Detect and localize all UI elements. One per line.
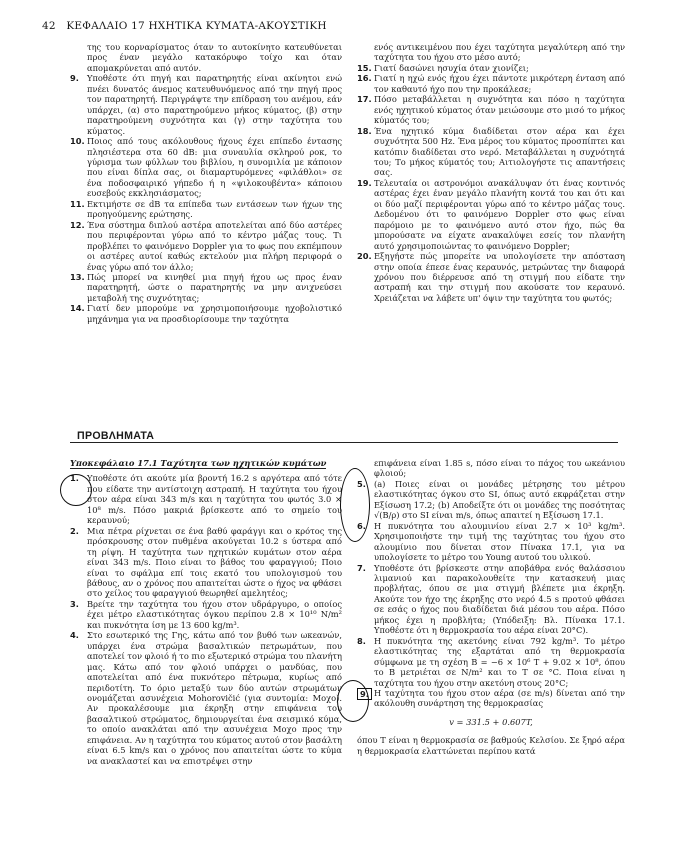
item-2 bbox=[70, 526, 342, 599]
hand-circle-problem-1 bbox=[60, 474, 92, 506]
item-number: 10. bbox=[70, 136, 85, 147]
problems-heading: ΠΡΟΒΛΗΜΑΤΑ bbox=[77, 430, 155, 442]
item-number: 17. bbox=[357, 94, 372, 105]
item-17 bbox=[357, 94, 625, 125]
problems-right-column bbox=[357, 458, 625, 756]
item-text: Υποθέστε ότι βρίσκεστε στην αποβάθρα ενός θαλάσσιου λιμανιού και παρακολουθείτε την κατασκευή μιας προβλήτας, όπου σε μια στιγμή βλέπετε μια έκρηξη. Ακούτε τον ήχο της έκρηξης στο νερό 4.5 s προτού φθάσει σε εσάς ο ήχος που διαδίδεται διά μέσου του αέρα. Πόσο μήκος έχει η προβλήτα; (Υπόδειξη: Βλ. Πίνακα 17.1. Υποθέστε ότι η θερμοκρασία του αέρα είναι 20°C). bbox=[374, 562, 625, 636]
item-6 bbox=[357, 521, 625, 563]
item-3 bbox=[70, 599, 342, 630]
item-number: 3. bbox=[70, 598, 79, 609]
item-continued bbox=[70, 42, 342, 73]
item-number: 19. bbox=[357, 177, 372, 188]
item-text: Τελευταία οι αστρονόμοι ανακάλυψαν ότι ένας κοντινός αστέρας έχει έναν μεγάλο πλανήτη κοντά του και ότι και οι δύο μαζί περιφέρονται γύρω από το κέντρο μάζας τους. Δεδομένου ότι το φαινόμενο Doppler στο φως είναι παρόμοιο με το φαινόμενο αυτό στον ήχο, πώς θα μπορούσατε να είχατε ανακαλύψει εσείς τον πλανήτη αυτό χρησιμοποιώντας το φαινόμενο Doppler; bbox=[374, 177, 625, 251]
item-text: Γιατί η ηχώ ενός ήχου έχει πάντοτε μικρότερη ένταση από τον καθαυτό ήχο που την προκάλεσε; bbox=[374, 73, 625, 94]
item-13 bbox=[70, 272, 342, 303]
item-text: Η ταχύτητα του ήχου στον αέρα (σε m/s) δίνεται από την ακόλουθη συνάρτηση της θερμοκρασίας bbox=[374, 687, 625, 709]
item-15 bbox=[357, 63, 625, 73]
item-9 bbox=[70, 73, 342, 136]
item-7 bbox=[357, 563, 625, 636]
item-16 bbox=[357, 73, 625, 94]
item-number: 6. bbox=[357, 520, 366, 531]
item-text: Βρείτε την ταχύτητα του ήχου στον υδράργυρο, ο οποίος έχει μέτρο ελαστικότητας όγκου περίπου 2.8 × 10¹⁰ N/m² και πυκνότητα ίση με 13 600 kg/m³. bbox=[87, 598, 342, 630]
item-1 bbox=[70, 473, 342, 525]
item-20 bbox=[357, 251, 625, 303]
item-number: 13. bbox=[70, 271, 85, 282]
item-5 bbox=[357, 479, 625, 521]
questions-right-column bbox=[357, 42, 625, 303]
item-continued bbox=[357, 42, 625, 63]
hand-circle-problem-5 bbox=[340, 468, 370, 542]
item-11 bbox=[70, 199, 342, 220]
item-number: 20. bbox=[357, 251, 372, 262]
item-text: Εξηγήστε πώς μπορείτε να υπολογίσετε την απόσταση στην οποία έπεσε ένας κεραυνός, μετρώντας την διαφορά χρόνου που διέρρευσε από τη στιγμή που είδατε την αστραπή και την στιγμή που ακούσατε τον κεραυνό. Χρειάζεται να λάβετε υπ' όψιν την ταχύτητα του φωτός; bbox=[374, 251, 625, 303]
item-text: Γιατί δεν μπορούμε να χρησιμοποιήσουμε ηχοβολιστικό μηχάνημα για να προσδιορίσουμε την ταχύτητα bbox=[87, 303, 342, 324]
item-number: 12. bbox=[70, 219, 85, 230]
page-number: 42 bbox=[42, 20, 56, 32]
chapter-title: ΚΕΦΑΛΑΙΟ 17 ΗΧΗΤΙΚΑ ΚΥΜΑΤΑ-ΑΚΟΥΣΤΙΚΗ bbox=[66, 20, 327, 32]
item-text: της του κορναρίσματος όταν το αυτοκίνητο κατευθύνεται προς έναν μεγάλο κατακόρυφο τοίχο και όταν απομακρύνεται από αυτόν. bbox=[87, 42, 342, 73]
item-text: Υποθέστε ότι ακούτε μία βροντή 16.2 s αργότερα από τότε που είδατε την αντίστοιχη αστραπή. Η ταχύτητα του ήχου στον αέρα είναι 343 m/s και η ταχύτητα του φωτός 3.0 × 10⁸ m/s. Πόσο μακριά βρίσκεστε από το σημείο του κεραυνού; bbox=[87, 473, 342, 526]
item-number: 18. bbox=[357, 125, 372, 136]
item-text: Πόσο μεταβάλλεται η συχνότητα και πόσο η ταχύτητα ενός ηχητικού κύματος όταν μειώσουμε στο μισό το μήκος κύματός του; bbox=[374, 94, 625, 126]
item-number: 1. bbox=[70, 473, 79, 484]
item-text: Ένα σύστημα διπλού αστέρα αποτελείται από δύο αστέρες που περιφέρονται γύρω από το κέντρο μάζας τους. Τι προβλέπει το φαινόμενο Doppler για το φως που εκπέμπουν οι αστέρες αυτοί καθώς εκτελούν μια πλήρη περιφορά ο ένας γύρω από τον άλλο; bbox=[87, 219, 342, 272]
item-text: Στο εσωτερικό της Γης, κάτω από τον βυθό των ωκεανών, υπάρχει ένα στρώμα βασαλτικών πετρωμάτων, που αποτελεί τον φλοιό ή το πιο εξωτερικό στρώμα του πλανήτη μας. Κάτω από τον φλοιό υπάρχει ο μανδύας, που αποτελείται από ένα πυκνότερο πέτρωμα, κυρίως από περιδοτίτη. Το όριο μεταξύ των δύο αυτών στρωμάτων ονομάζεται ασυνέχεια Mohorovičić (για συντομία: Μοχο). Αν προκαλέσουμε μια έκρηξη στην επιφάνεια του βασαλτικού στρώματος, δημιουργείται ένα σεισμικό κύμα, το οποίο ανακλάται από την ασυνέχεια Μοχο προς την επιφάνεια. Αν η ταχύτητα του κύματος αυτού στον βασάλτη είναι 6.5 km/s και ο χρόνος που απαιτείται ώστε το κύμα να ανακλαστεί και να επιστρέψει στην bbox=[87, 630, 342, 766]
item-19 bbox=[357, 178, 625, 251]
item-number: 8. bbox=[357, 635, 366, 646]
item-text: Η πυκνότητα του αλουμινίου είναι 2.7 × 10³ kg/m³. Χρησιμοποιήστε την τιμή της ταχύτητας του ήχου στο αλουμίνιο που δίνεται στον Πίνακα 17.1, για να υπολογίσετε το μέτρο του Young αυτού του υλικού. bbox=[374, 520, 625, 563]
item-number: 15. bbox=[357, 62, 372, 73]
item-text: Εκτιμήστε σε dB τα επίπεδα των εντάσεων των ήχων της προηγούμενης ερώτησης. bbox=[87, 198, 342, 220]
item-text: Ένα ηχητικό κύμα διαδίδεται στον αέρα και έχει συχνότητα 500 Hz. Ένα μέρος του κύματος προσπίπτει και κατόπιν διαδίδεται στο νερό. Μεταβάλλεται η συχνότητά του; Το μήκος κύματός του; Αιτιολογήστε τις απαντήσεις σας. bbox=[374, 125, 625, 178]
hand-circle-problem-8 bbox=[337, 680, 369, 722]
problems-left-column bbox=[70, 458, 342, 766]
item-4 bbox=[70, 630, 342, 766]
item-text: ενός αντικειμένου που έχει ταχύτητα μεγαλύτερη από την ταχύτητα του ήχου στο μέσο αυτό; bbox=[374, 42, 625, 63]
item-text: Γιατί δασώνει ησυχία όταν χιονίζει; bbox=[374, 62, 529, 73]
item-number: 16. bbox=[357, 73, 372, 84]
item-number: 9. bbox=[357, 688, 372, 700]
tail-paragraph: όπου T είναι η θερμοκρασία σε βαθμούς Κελσίου. Σε ξηρό αέρα η θερμοκρασία ελαττώνεται περίπου κατά bbox=[357, 735, 625, 756]
item-9 bbox=[357, 688, 625, 709]
item-8 bbox=[357, 636, 625, 688]
item-10 bbox=[70, 136, 342, 199]
item-text: Μια πέτρα ρίχνεται σε ένα βαθύ φαράγγι και ο κρότος της πρόσκρουσης στον πυθμένα ακούγεται 10.2 s ύστερα από τη ρίψη. Η ταχύτητα των ηχητικών κυμάτων στον αέρα είναι 343 m/s. Ποιο είναι το βάθος του φαραγγιού; Ποιο είναι το σφάλμα επί τοις εκατό του υπολογισμού του βάθους, αν ο χρόνος που απαιτείται ώστε ο ήχος να φθάσει στο χείλος του φαραγγιού θεωρηθεί αμελητέος; bbox=[87, 525, 342, 599]
item-text: Ποιος από τους ακόλουθους ήχους έχει επίπεδο έντασης πλησιέστερα στα 60 dB: μια συναυλία σκληρού ροκ, το γύρισμα των φύλλων του βιβλίου, η συνομιλία με κάποιον που είναι δίπλα σας, οι διαμαρτυρόμενες «φιλάθλοι» σε ένα ποδοσφαιρικό γήπεδο ή η «ψιλοκουβέντα» κάποιου ευσεβούς εκκλησιάσματος; bbox=[87, 136, 342, 199]
item-number: 7. bbox=[357, 562, 366, 573]
item-number: 11. bbox=[70, 198, 85, 209]
item-text: Πώς μπορεί να κινηθεί μια πηγή ήχου ως προς έναν παρατηρητή, ώστε ο παρατηρητής να μην ανιχνεύσει μεταβολή της συχνότητας; bbox=[87, 271, 342, 303]
subsection-title: Υποκεφάλαιο 17.1 Ταχύτητα των ηχητικών κυμάτων bbox=[70, 458, 327, 468]
item-14 bbox=[70, 303, 342, 324]
item-text: (a) Ποιες είναι οι μονάδες μέτρησης του μέτρου ελαστικότητας όγκου στο SI, όπως αυτό εκφράζεται στην Εξίσωση 17.2; (b) Αποδείξτε ότι οι μονάδες της ποσότητας √(B/ρ) στο SI είναι m/s, όπως απαιτεί η Εξίσωση 17.1. bbox=[374, 478, 625, 521]
item-number: 4. bbox=[70, 630, 79, 641]
continued-paragraph: επιφάνεια είναι 1.85 s, πόσο είναι το πάχος του ωκεάνιου φλοιού; bbox=[374, 458, 625, 479]
speed-formula: v = 331.5 + 0.607T, bbox=[449, 716, 533, 727]
item-number: 2. bbox=[70, 525, 79, 536]
item-text: Η πυκνότητα της ακετόνης είναι 792 kg/m³. Το μέτρο ελαστικότητας της εξαρτάται από τη θερμοκρασία σύμφωνα με τη σχέση B = −6 × 10⁶ T + 9.02 × 10⁸, όπου το B μετριέται σε N/m² και το T σε °C. Ποια είναι η ταχύτητα του ήχου στην ακετόνη στους 20°C; bbox=[374, 635, 625, 688]
item-18 bbox=[357, 126, 625, 178]
questions-left-column bbox=[70, 42, 342, 324]
item-number: 5. bbox=[357, 478, 366, 489]
item-12 bbox=[70, 220, 342, 272]
item-number: 14. bbox=[70, 303, 85, 314]
section-rule bbox=[70, 442, 618, 443]
page-header bbox=[42, 20, 327, 32]
item-number: 9. bbox=[70, 73, 79, 84]
item-text: Υποθέστε ότι πηγή και παρατηρητής είναι ακίνητοι ενώ πνέει δυνατός άνεμος κατευθυνόμενος από την πηγή προς τον παρατηρητή. Περιγράψτε την επίδραση του ανέμου, εάν υπάρχει, (α) στο παρατηρούμενο μήκος κύματος, (β) στην παρατηρούμενη συχνότητα και (γ) στην ταχύτητα του κύματος. bbox=[87, 73, 342, 136]
